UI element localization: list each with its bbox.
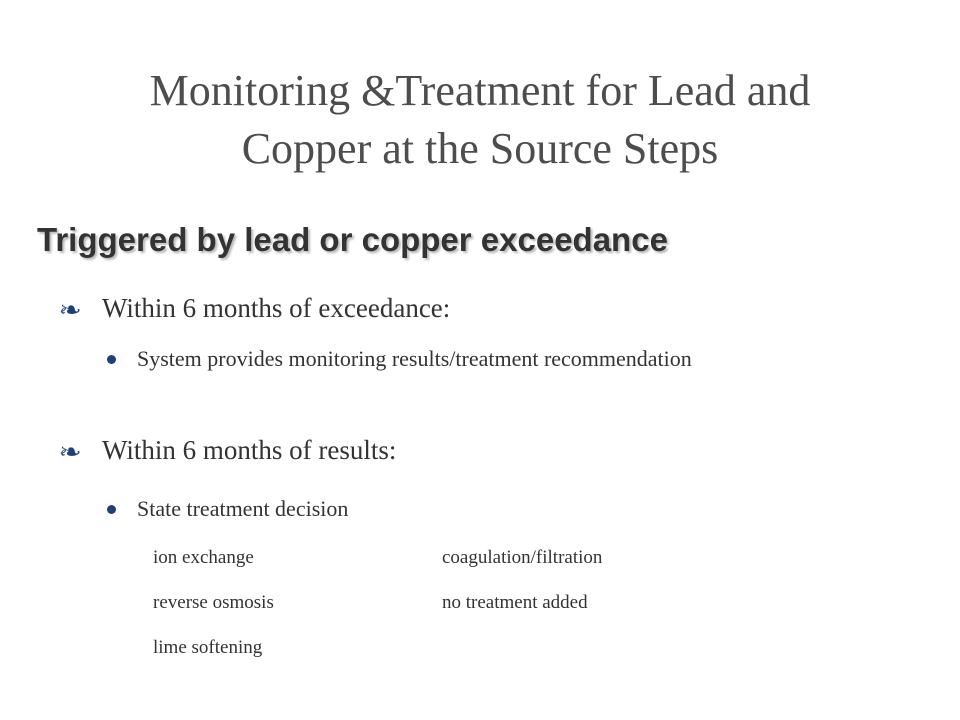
bullet-item-1-text: Within 6 months of exceedance: xyxy=(102,293,451,323)
slide-title-line-2: Copper at the Source Steps xyxy=(241,124,719,173)
sub-bullet-item-2 xyxy=(107,493,747,524)
slide-subtitle: Triggered by lead or copper exceedance xyxy=(37,221,668,258)
round-dot-bullet-icon xyxy=(107,505,116,514)
treatment-option: ion exchange xyxy=(153,547,254,568)
treatment-option: lime softening xyxy=(153,637,263,658)
treatment-option: no treatment added xyxy=(442,592,588,613)
treatment-option: coagulation/filtration xyxy=(442,547,603,568)
sub-bullet-item-1 xyxy=(107,343,747,374)
bullet-item-2-text: Within 6 months of results: xyxy=(102,435,397,465)
round-dot-bullet-icon xyxy=(107,355,116,364)
sub-bullet-item-2-text: State treatment decision xyxy=(137,496,349,521)
floral-heart-bullet-icon: ❧ xyxy=(58,438,82,466)
bullet-item-1 xyxy=(60,291,450,327)
slide-title-line-1: Monitoring &Treatment for Lead and xyxy=(149,66,811,115)
treatment-option: reverse osmosis xyxy=(153,592,274,613)
bullet-item-2 xyxy=(60,433,396,469)
slide-title xyxy=(40,62,920,178)
sub-bullet-item-1-text: System provides monitoring results/treatment recommendation xyxy=(137,346,692,371)
floral-heart-bullet-icon: ❧ xyxy=(58,296,82,324)
